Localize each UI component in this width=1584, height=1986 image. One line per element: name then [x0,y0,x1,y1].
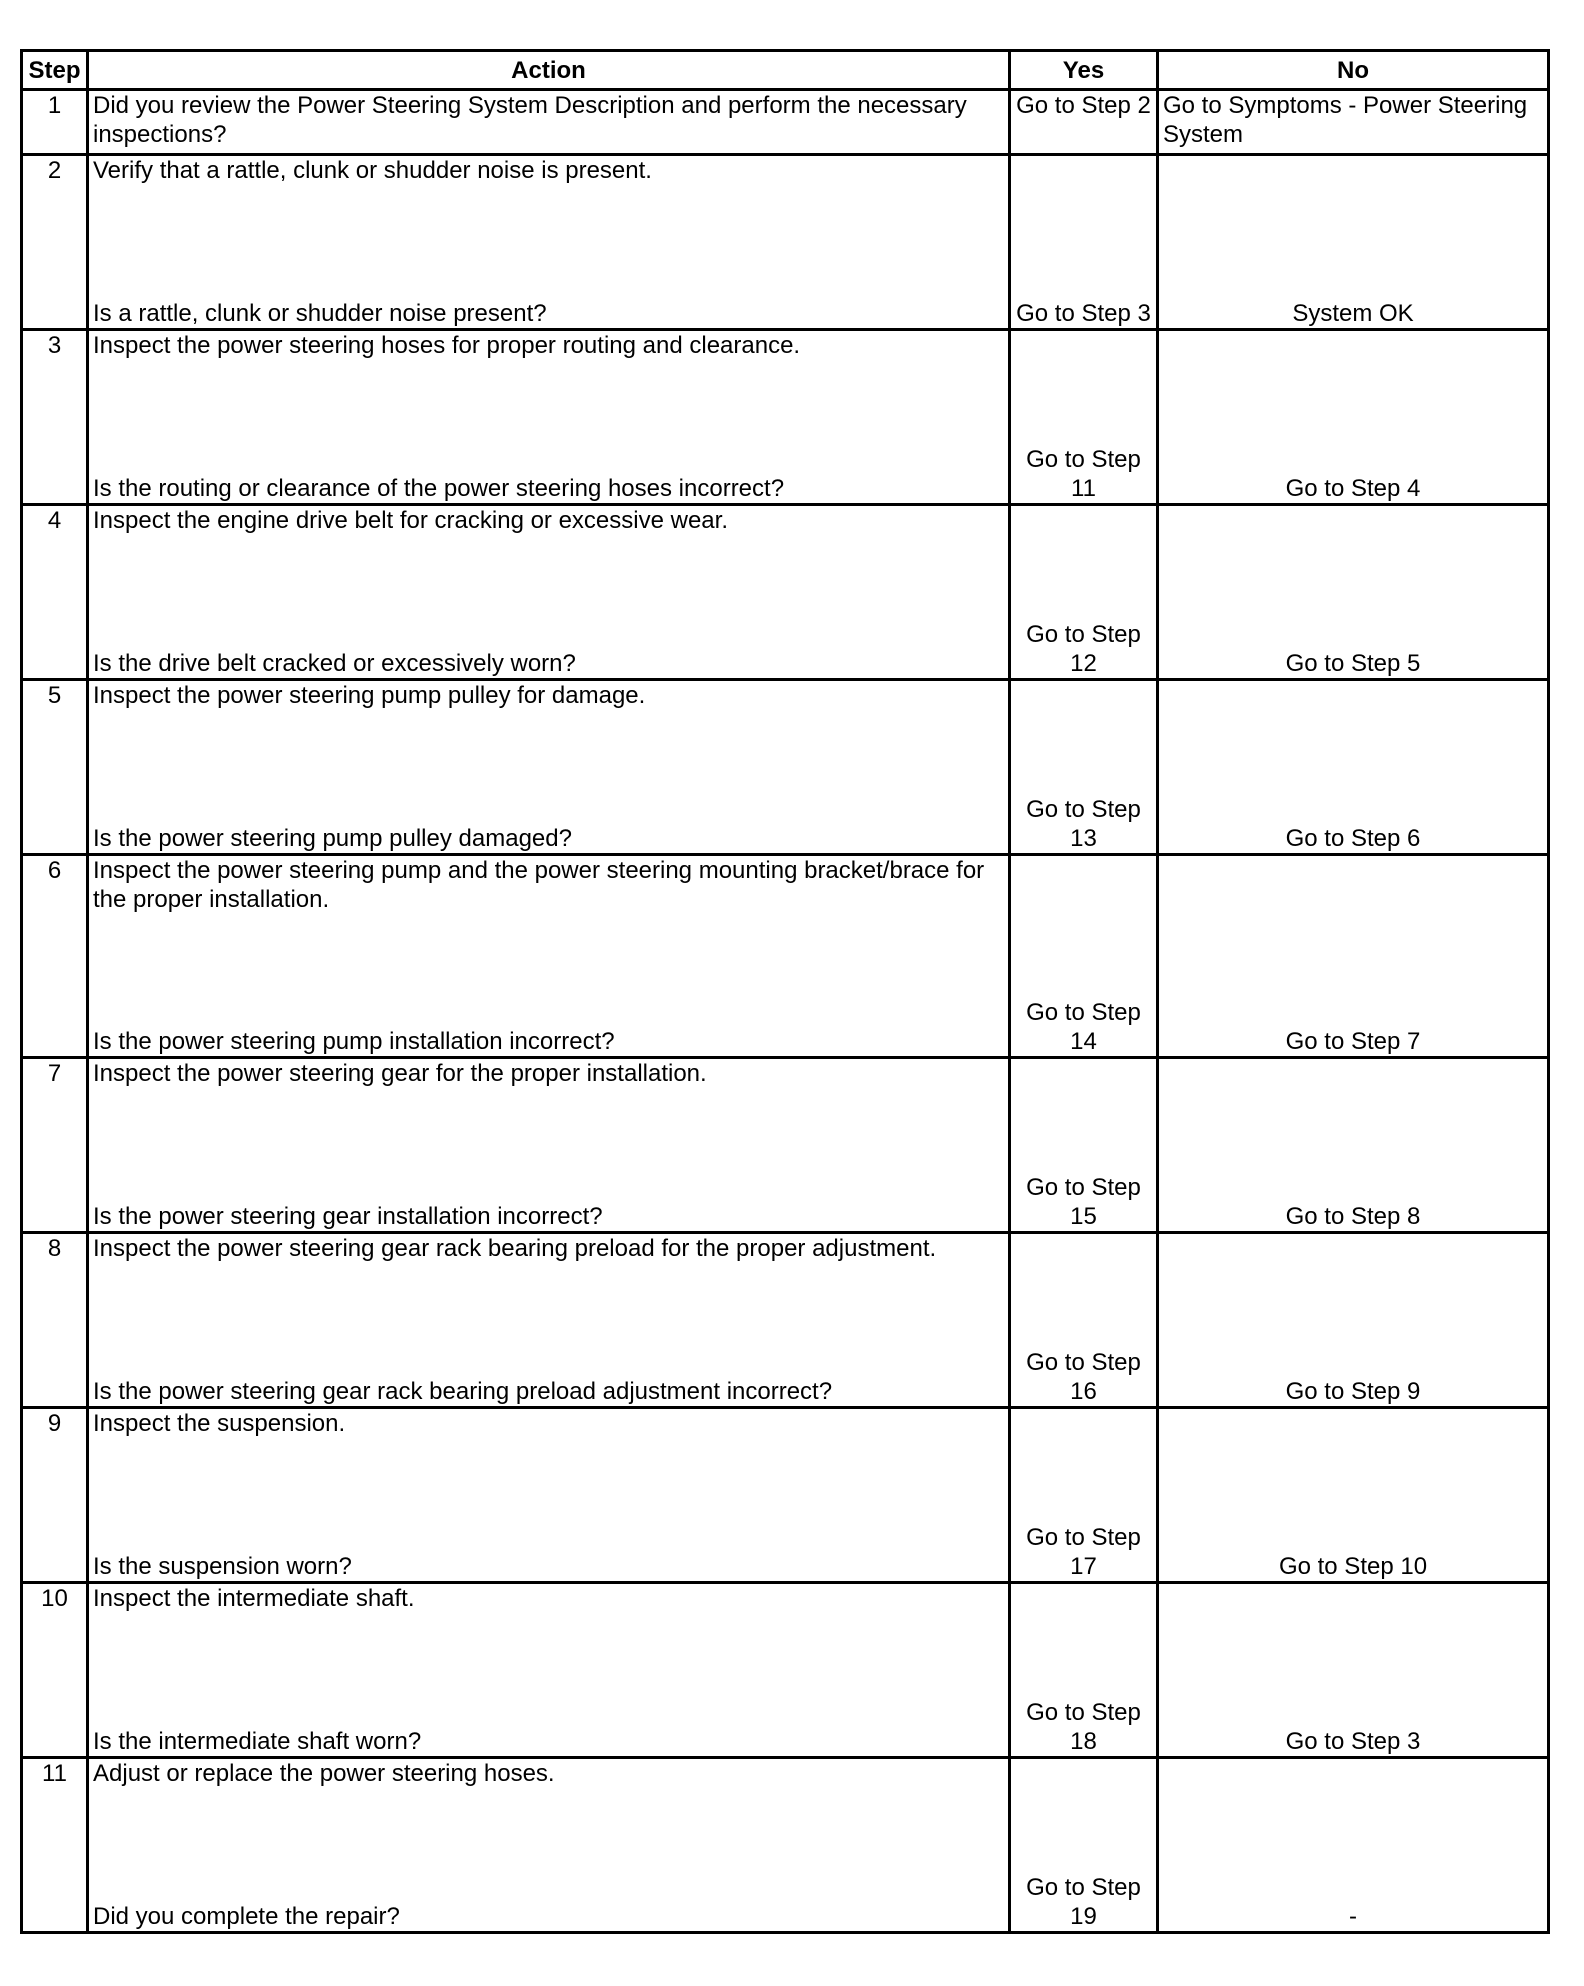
action-question: Is the intermediate shaft worn? [93,1728,422,1755]
action-instruction: Inspect the engine drive belt for cracking or excessive wear. [93,507,728,534]
step-number: 11 [22,1758,88,1933]
yes-column-header: Yes [1010,51,1158,90]
diagnostic-table [20,49,1550,1934]
yes-result: Go to Step 18 [1010,1583,1158,1758]
step-column-header: Step [22,51,88,90]
action-instruction: Inspect the suspension. [93,1410,346,1437]
action-instruction: Inspect the power steering hoses for proper routing and clearance. [93,332,801,359]
yes-result: Go to Step 3 [1010,155,1158,330]
step-number: 10 [22,1583,88,1758]
step-number: 5 [22,680,88,855]
action-instruction: Inspect the power steering pump pulley for damage. [93,682,646,709]
action-cell [88,155,1010,330]
table-row [22,155,1549,330]
action-cell [88,330,1010,505]
table-row [22,1058,1549,1233]
yes-result: Go to Step 15 [1010,1058,1158,1233]
action-cell [88,1758,1010,1933]
step-number: 9 [22,1408,88,1583]
no-result: Go to Step 6 [1158,680,1549,855]
no-result: System OK [1158,155,1549,330]
action-instruction: Inspect the power steering pump and the power steering mounting bracket/brace for the proper installation. [93,857,985,913]
action-cell [88,1233,1010,1408]
table-row [22,330,1549,505]
action-text: Did you review the Power Steering System Description and perform the necessary inspections? [88,90,1010,155]
action-cell [88,855,1010,1058]
action-question: Is a rattle, clunk or shudder noise present? [93,300,547,327]
table-row [22,1408,1549,1583]
header-row [22,51,1549,90]
step-number: 7 [22,1058,88,1233]
step-number: 2 [22,155,88,330]
yes-result: Go to Step 13 [1010,680,1158,855]
action-question: Is the drive belt cracked or excessively worn? [93,650,576,677]
action-instruction: Inspect the intermediate shaft. [93,1585,415,1612]
table-row [22,505,1549,680]
table-row [22,1583,1549,1758]
step-number: 1 [22,90,88,155]
action-instruction: Inspect the power steering gear rack bearing preload for the proper adjustment. [93,1235,937,1262]
yes-result: Go to Step 19 [1010,1758,1158,1933]
table-row [22,90,1549,155]
action-question: Is the routing or clearance of the power steering hoses incorrect? [93,475,785,502]
action-question: Did you complete the repair? [93,1903,400,1930]
action-question: Is the power steering gear rack bearing preload adjustment incorrect? [93,1378,833,1405]
action-question: Is the power steering pump pulley damaged? [93,825,572,852]
action-question: Is the suspension worn? [93,1553,352,1580]
action-column-header: Action [88,51,1010,90]
yes-result: Go to Step 11 [1010,330,1158,505]
step-number: 8 [22,1233,88,1408]
yes-result: Go to Step 14 [1010,855,1158,1058]
action-question: Is the power steering pump installation incorrect? [93,1028,615,1055]
no-result: Go to Step 9 [1158,1233,1549,1408]
action-cell [88,1408,1010,1583]
no-column-header: No [1158,51,1549,90]
action-cell [88,505,1010,680]
no-result: Go to Step 8 [1158,1058,1549,1233]
step-number: 6 [22,855,88,1058]
action-cell [88,1583,1010,1758]
no-result: Go to Step 5 [1158,505,1549,680]
table-row [22,1758,1549,1933]
no-result: Go to Symptoms - Power Steering System [1158,90,1549,155]
action-cell [88,1058,1010,1233]
step-number: 4 [22,505,88,680]
no-result: - [1158,1758,1549,1933]
table-row [22,855,1549,1058]
yes-result: Go to Step 17 [1010,1408,1158,1583]
action-instruction: Adjust or replace the power steering hoses. [93,1760,555,1787]
no-result: Go to Step 10 [1158,1408,1549,1583]
table-row [22,1233,1549,1408]
action-cell [88,680,1010,855]
table-row [22,680,1549,855]
step-number: 3 [22,330,88,505]
action-instruction: Verify that a rattle, clunk or shudder noise is present. [93,157,652,184]
yes-result: Go to Step 16 [1010,1233,1158,1408]
yes-result: Go to Step 2 [1010,90,1158,155]
no-result: Go to Step 7 [1158,855,1549,1058]
no-result: Go to Step 3 [1158,1583,1549,1758]
no-result: Go to Step 4 [1158,330,1549,505]
yes-result: Go to Step 12 [1010,505,1158,680]
action-question: Is the power steering gear installation incorrect? [93,1203,603,1230]
action-instruction: Inspect the power steering gear for the proper installation. [93,1060,707,1087]
